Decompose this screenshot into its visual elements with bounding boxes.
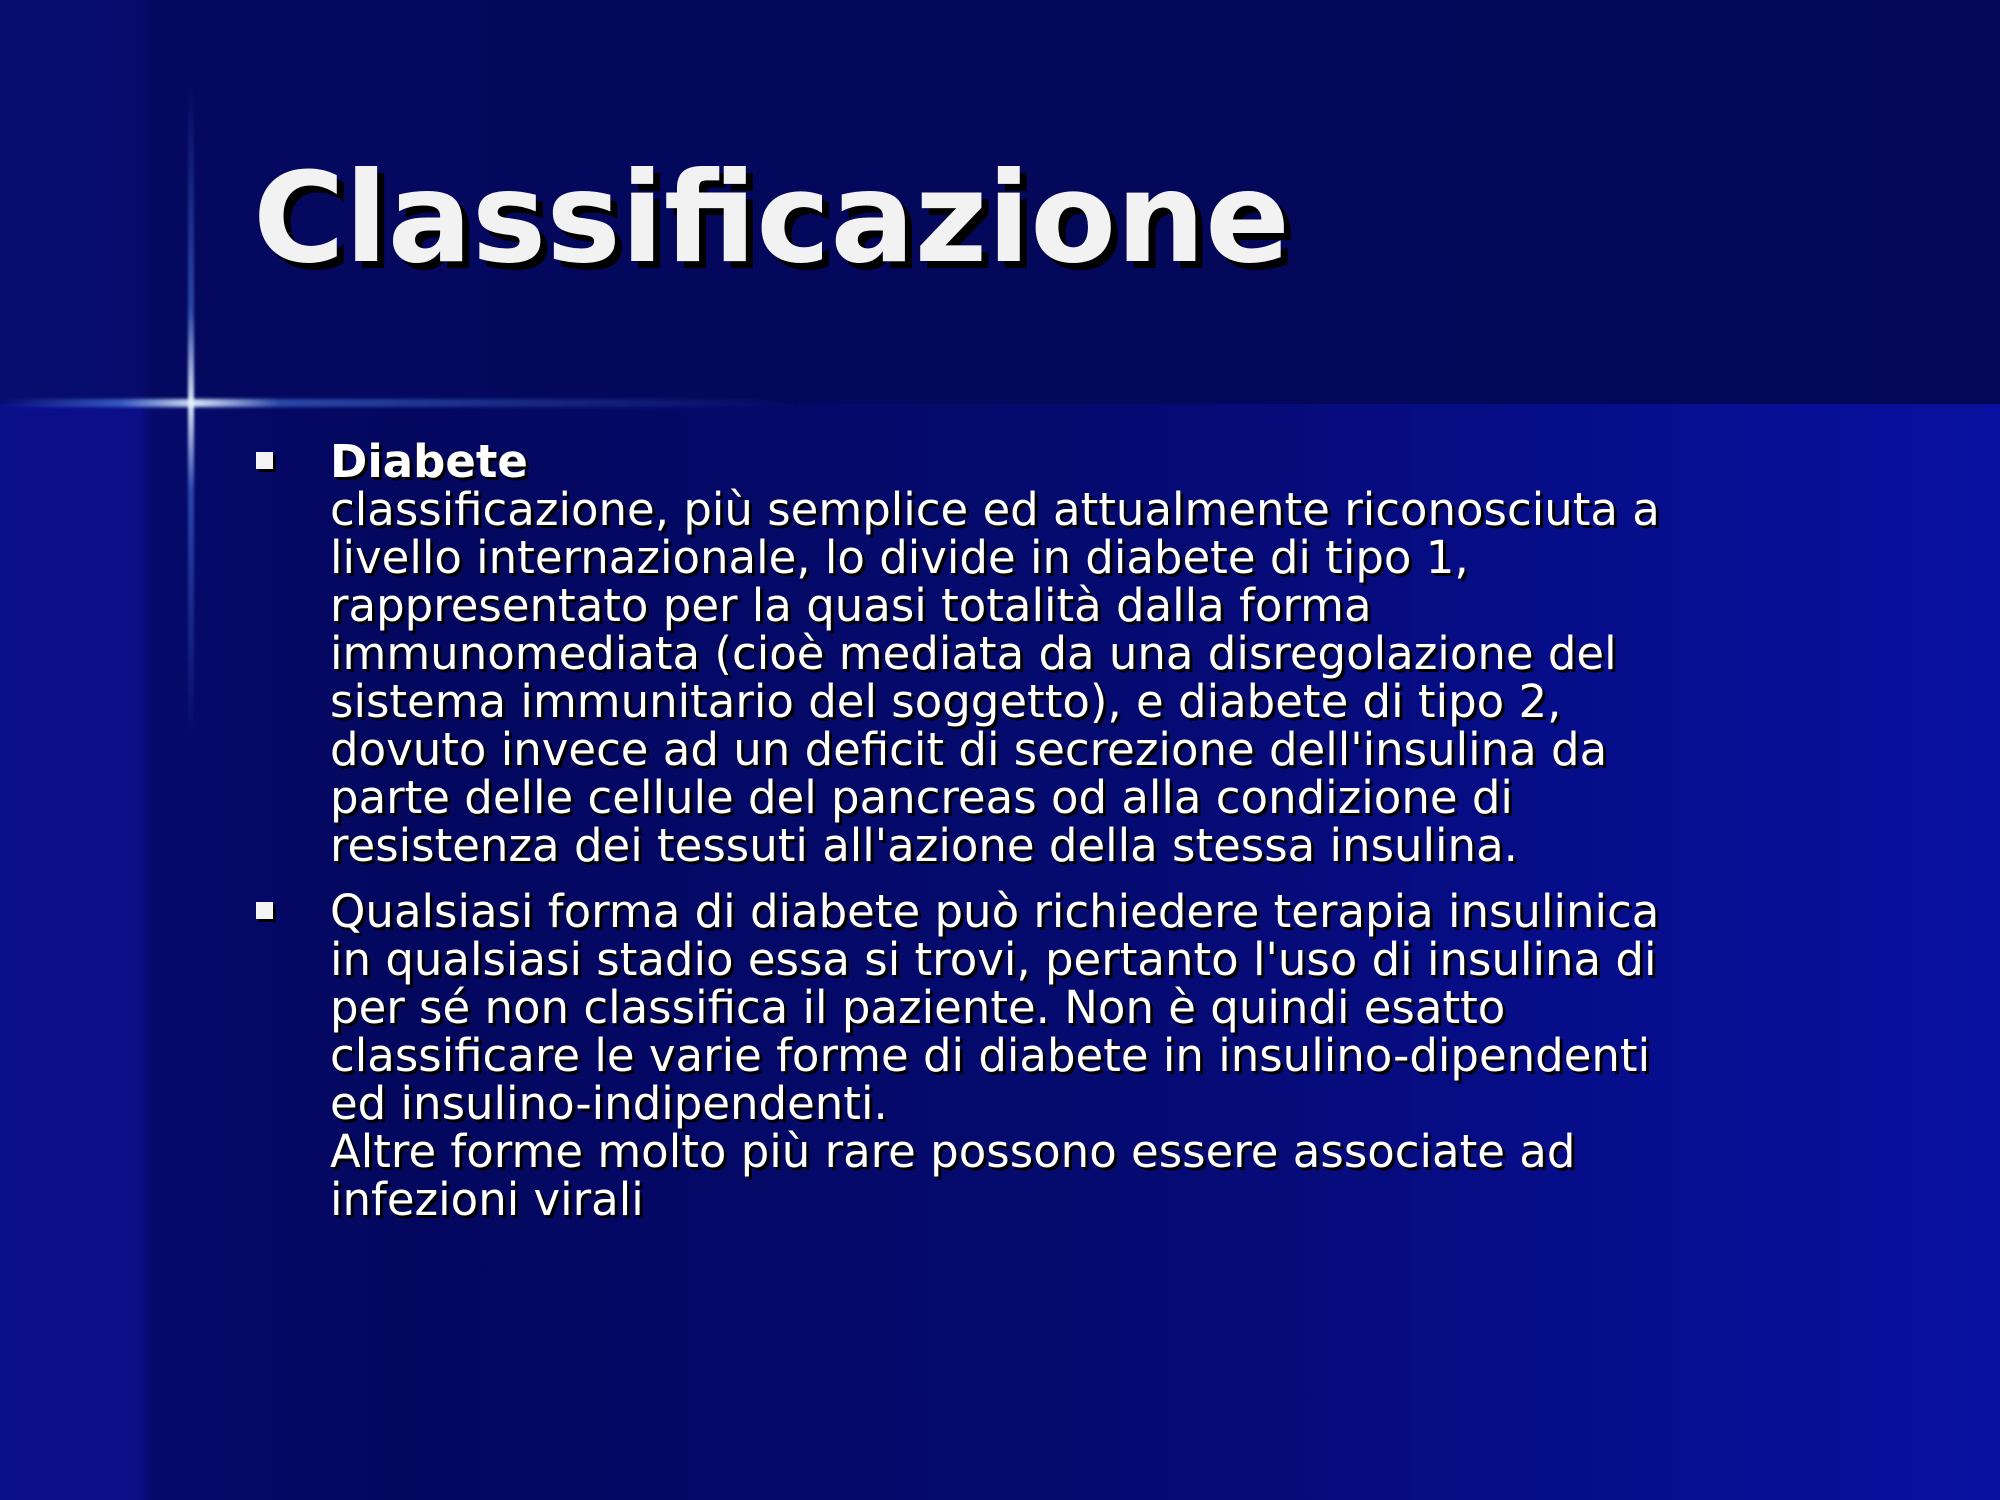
square-bullet-icon: [256, 452, 273, 469]
slide-title: Classificazione: [253, 146, 1290, 291]
bullet-line: resistenza dei tessuti all'azione della stessa insulina.: [330, 819, 1518, 872]
bullet-line: parte delle cellule del pancreas od alla condizione di: [330, 771, 1513, 824]
bullet-line: Qualsiasi forma di diabete può richiedere terapia insulinica: [330, 885, 1660, 938]
bullet-line: sistema immunitario del soggetto), e diabete di tipo 2,: [330, 675, 1562, 728]
light-flare-horizontal: [0, 399, 2000, 407]
bullet-line: infezioni virali: [330, 1173, 644, 1226]
bullet-line: livello internazionale, lo divide in diabete di tipo 1,: [330, 531, 1469, 584]
bullet-line: ed insulino-indipendenti.: [330, 1077, 888, 1130]
bullet-line: Altre forme molto più rare possono essere associate ad: [330, 1125, 1576, 1178]
bullet-line: rappresentato per la quasi totalità dalla forma: [330, 579, 1372, 632]
bullet-line: immunomediata (cioè mediata da una disregolazione del: [330, 627, 1617, 680]
square-bullet-icon: [256, 902, 273, 919]
bullet-line: classificare le varie forme di diabete in insulino-dipendenti: [330, 1029, 1651, 1082]
bullet-line: per sé non classifica il paziente. Non è quindi esatto: [330, 981, 1506, 1034]
bullet-line: classificazione, più semplice ed attualmente riconosciuta a: [330, 483, 1660, 536]
bullet-list: [253, 435, 1833, 1242]
light-flare-vertical: [188, 80, 194, 740]
bullet-item: [253, 885, 1833, 1226]
bullet-line: dovuto invece ad un deficit di secrezione dell'insulina da: [330, 723, 1608, 776]
bullet-line: in qualsiasi stadio essa si trovi, pertanto l'uso di insulina di: [330, 933, 1657, 986]
bullet-item: [253, 435, 1833, 872]
bullet-heading: Diabete: [330, 435, 528, 488]
